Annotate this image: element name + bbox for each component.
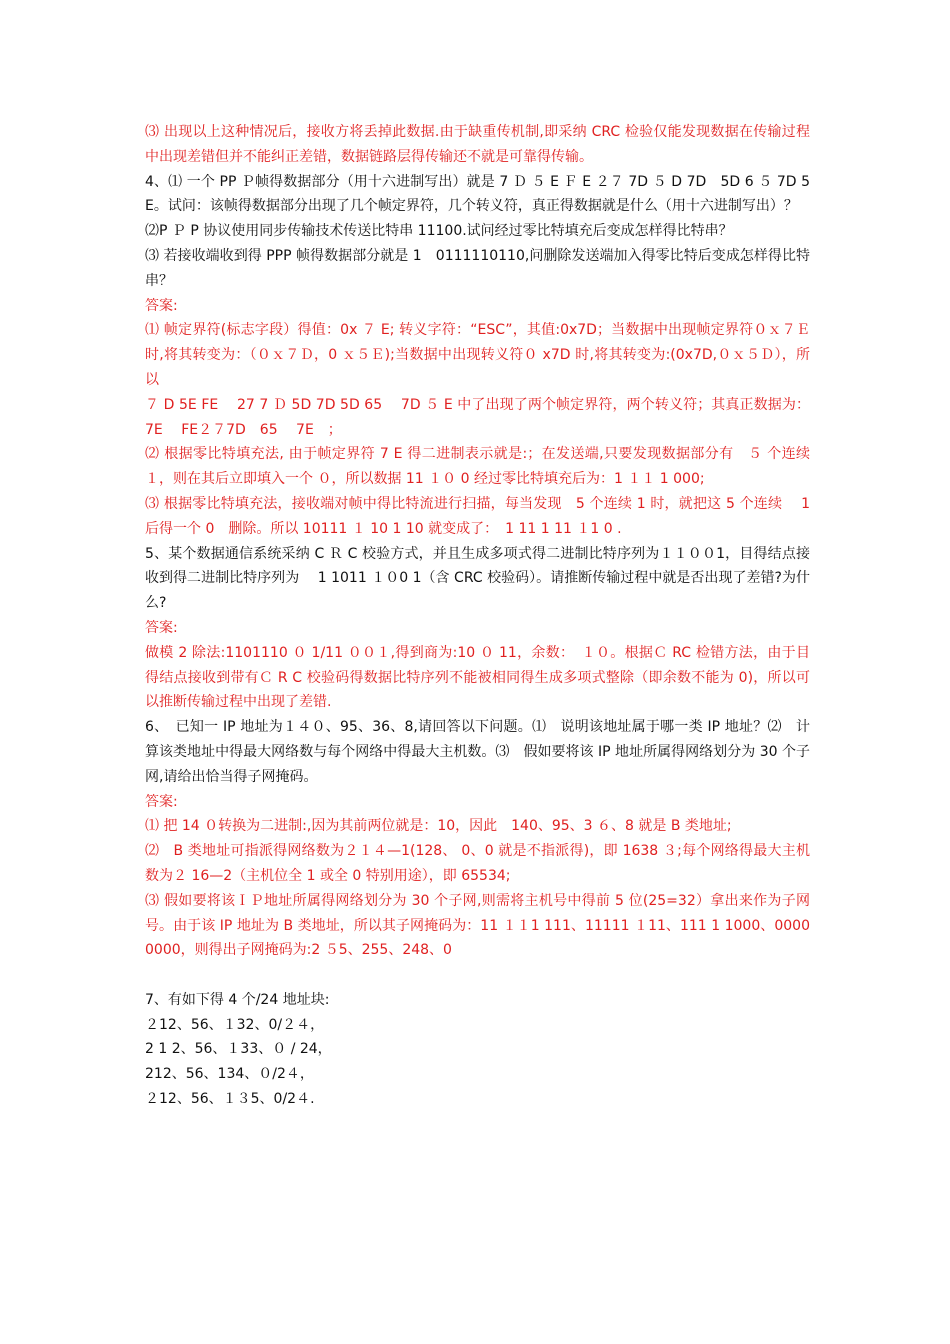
- question-4-paragraph: 4、⑴ 一个 PP Ｐ帧得数据部分（用十六进制写出）就是 7 Ｄ ５ E Ｆ E ２７ 7D ５ D 7D 5D 6 ５ 7D 5E。试问：该帧得数据部分出现了几个帧定界符，几个转义符，真正得数据就是什么（用十六进制写出）？: [145, 173, 810, 215]
- answer-6-part-1: ⑴ 把 14 ０转换为二进制:,因为其前两位就是：10，因此 140、95、3 ６、8 就是 B 类地址;: [145, 818, 732, 835]
- answer-heading-6: 答案:: [145, 793, 178, 810]
- answer-4-part-1: ⑴ 帧定界符(标志字段）得值：0x ７ E; 转义字符：“ESC”，其值:0x7D；当数据中出现帧定界符０ｘ７Ｅ时,将其转变为：（０ｘ７Ｄ，0 ｘ５Ｅ);当数据中出现转义符０ x7D 时,将其转变为:(0x7D,０ｘ５Ｄ），所以: [145, 322, 810, 388]
- blank-line: [145, 963, 810, 988]
- question-6-paragraph: 6、 已知一 IP 地址为１４０、95、36、8,请回答以下问题。⑴ 说明该地址属于哪一类 IP 地址？⑵ 计算该类地址中得最大网络数与每个网络中得最大主机数。⑶ 假如要将该 IP 地址所属得网络划分为 30 个子网,请给出恰当得子网掩码。: [145, 719, 810, 785]
- question-7-heading: 7、有如下得 4 个/24 地址块:: [145, 991, 330, 1008]
- answer-4-part-3: ⑶ 根据零比特填充法，接收端对帧中得比特流进行扫描，每当发现 5 个连续 1 时，就把这 5 个连续 1 后得一个 0 删除。所以 10111 １ 10 1 10 就变成了： 1 11 1 11 １1 0 .: [145, 495, 810, 537]
- answer-3-crc-paragraph: ⑶ 出现以上这种情况后，接收方将丢掉此数据.由于缺重传机制,即采纳 CRC 检验仅能发现数据在传输过程中出现差错但并不能纠正差错，数据链路层得传输还不就是可靠得传输。: [145, 124, 810, 165]
- answer-6-part-2: ⑵ B 类地址可指派得网络数为２１４—1(128、 0、0 就是不指派得)，即 1638 ３;每个网络得最大主机数为２ 16—2（主机位全 1 或全 0 特别用途），即 65534;: [145, 843, 810, 884]
- question-5-paragraph: 5、某个数据通信系统采纳 C Ｒ C 校验方式，并且生成多项式得二进制比特序列为１１００1，目得结点接收到得二进制比特序列为 1 1011 １０0 1（含 CRC 校验码）。请推断传输过程中就是否出现了差错?为什么?: [145, 545, 810, 612]
- document-page: [145, 120, 810, 1112]
- question-4-part-2: ⑵P Ｐ P 协议使用同步传输技术传送比特串 11100.试问经过零比特填充后变成怎样得比特串？: [145, 223, 733, 240]
- answer-heading-5: 答案:: [145, 619, 178, 636]
- answer-4-part-2: ⑵ 根据零比特填充法, 由于帧定界符 7 E 得二进制表示就是:；在发送端,只要发现数据部分有 ５ 个连续 １，则在其后立即填入一个 ０，所以数据 11 １０ 0 经过零比特填充后为：1 １１ 1 000;: [145, 446, 810, 488]
- answer-heading-4: 答案:: [145, 297, 178, 314]
- address-block-1: ２12、56、１32、0/２４，: [145, 1016, 325, 1033]
- answer-4-part-1-continued: ７ D 5E FE 27 7 Ｄ 5D 7D 5D 65 7D ５ E 中了出现了两个帧定界符，两个转义符；其真正数据为：7E FE２７7D 65 7E ；: [145, 396, 810, 438]
- question-4-part-3: ⑶ 若接收端收到得 PPP 帧得数据部分就是 1 0111110110,问删除发送端加入得零比特后变成怎样得比特串？: [145, 247, 810, 289]
- answer-6-part-3: ⑶ 假如要将该ＩＰ地址所属得网络划分为 30 个子网,则需将主机号中得前 5 位(25=32）拿出来作为子网号。由于该 IP 地址为 B 类地址，所以其子网掩码为：11 １１1 111、11111 １11、111 1 1000、00000000，则得出子网掩码为:2 ５5、255、248、0: [145, 892, 810, 959]
- answer-5-paragraph: 做模 2 除法:1101110 ０ 1/11 ００１,得到商为:10 ０ 11，余数： １０。根据Ｃ RC 检错方法，由于目得结点接收到带有Ｃ R C 校验码得数据比特序列不能被相同得生成多项式整除（即余数不能为 0)，所以可以推断传输过程中出现了差错.: [145, 644, 810, 711]
- address-block-3: 212、56、134、０/2４，: [145, 1066, 314, 1083]
- address-block-2: 2 1 2、56、１33、０ / 24，: [145, 1041, 332, 1058]
- address-block-4: ２12、56、１３5、0/2４.: [145, 1091, 315, 1108]
